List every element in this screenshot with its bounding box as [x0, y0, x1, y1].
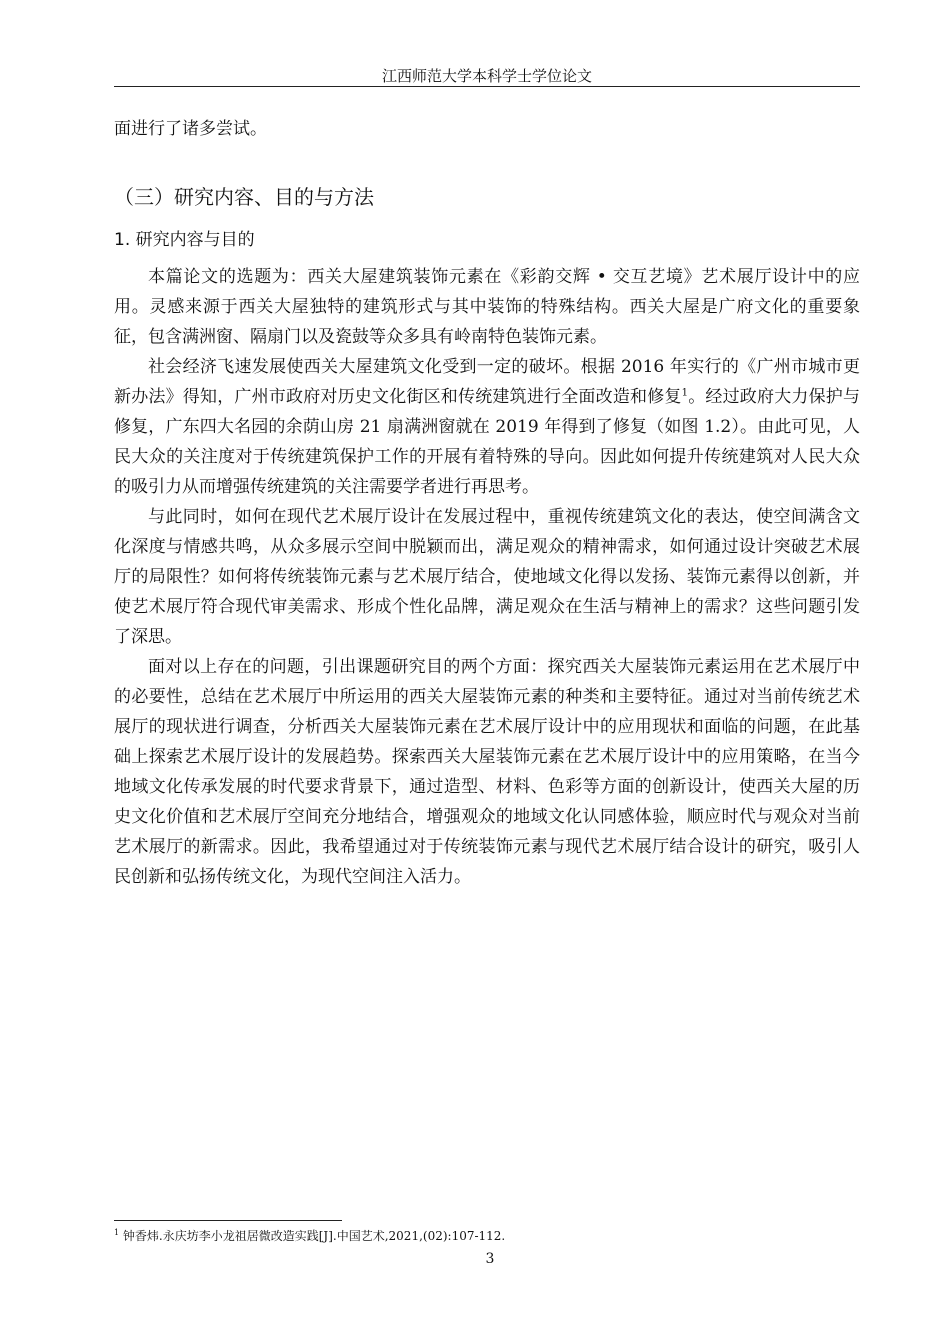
paragraph-background-part1: 社会经济飞速发展使西关大屋建筑文化受到一定的破坏。根据 2016 年实行的《广州市城市更新办法》得知，广州市政府对历史文化街区和传统建筑进行全面改造和修复	[114, 357, 860, 407]
footnote-reference[interactable]: 1	[681, 387, 688, 399]
paragraph-topic: 本篇论文的选题为：西关大屋建筑装饰元素在《彩韵交辉 • 交互艺境》艺术展厅设计中的应用。灵感来源于西关大屋独特的建筑形式与其中装饰的特殊结构。西关大屋是广府文化的重要象征，包含满洲窗、隔扇门以及瓷鼓等众多具有岭南特色装饰元素。	[114, 267, 860, 347]
body-text	[114, 114, 860, 892]
footnote-mark: 1	[114, 1228, 120, 1237]
running-header: 江西师范大学本科学士学位论文	[114, 66, 860, 87]
footnote-text: 钟香炜.永庆坊李小龙祖居微改造实践[J].中国艺术,2021,(02):107-112.	[122, 1229, 506, 1243]
page-number: 3	[485, 1251, 495, 1267]
paragraph-background-part2: 。经过政府大力保护与修复，广东四大名园的余荫山房 21 扇满洲窗就在 2019 年得到了修复（如图 1.2）。由此可见，人民大众的关注度对于传统建筑保护工作的开展有着特殊的导向。因此如何提升传统建筑对人民大众的吸引力从而增强传统建筑的关注需要学者进行再思考。	[114, 387, 861, 497]
footnote	[114, 1228, 860, 1244]
paragraph-purpose: 面对以上存在的问题，引出课题研究目的两个方面：探究西关大屋装饰元素运用在艺术展厅中的必要性，总结在艺术展厅中所运用的西关大屋装饰元素的种类和主要特征。通过对当前传统艺术展厅的现状进行调查，分析西关大屋装饰元素在艺术展厅设计中的应用现状和面临的问题，在此基础上探索艺术展厅设计的发展趋势。探索西关大屋装饰元素在艺术展厅设计中的应用策略，在当今地域文化传承发展的时代要求背景下，通过造型、材料、色彩等方面的创新设计，使西关大屋的历史文化价值和艺术展厅空间充分地结合，增强观众的地域文化认同感体验，顺应时代与观众对当前艺术展厅的新需求。因此，我希望通过对于传统装饰元素与现代艺术展厅结合设计的研究，吸引人民创新和弘扬传统文化，为现代空间注入活力。	[114, 657, 860, 887]
paragraph-continued: 面进行了诸多尝试。	[114, 119, 267, 139]
footnote-divider	[114, 1220, 342, 1221]
subsection-heading: 1. 研究内容与目的	[114, 230, 255, 250]
paragraph-background	[114, 352, 860, 502]
paragraph-questions: 与此同时，如何在现代艺术展厅设计在发展过程中，重视传统建筑文化的表达，使空间满含文化深度与情感共鸣，从众多展示空间中脱颖而出，满足观众的精神需求，如何通过设计突破艺术展厅的局限性？如何将传统装饰元素与艺术展厅结合，使地域文化得以发扬、装饰元素得以创新，并使艺术展厅符合现代审美需求、形成个性化品牌，满足观众在生活与精神上的需求？这些问题引发了深思。	[114, 507, 860, 647]
section-heading: （三）研究内容、目的与方法	[114, 185, 374, 209]
